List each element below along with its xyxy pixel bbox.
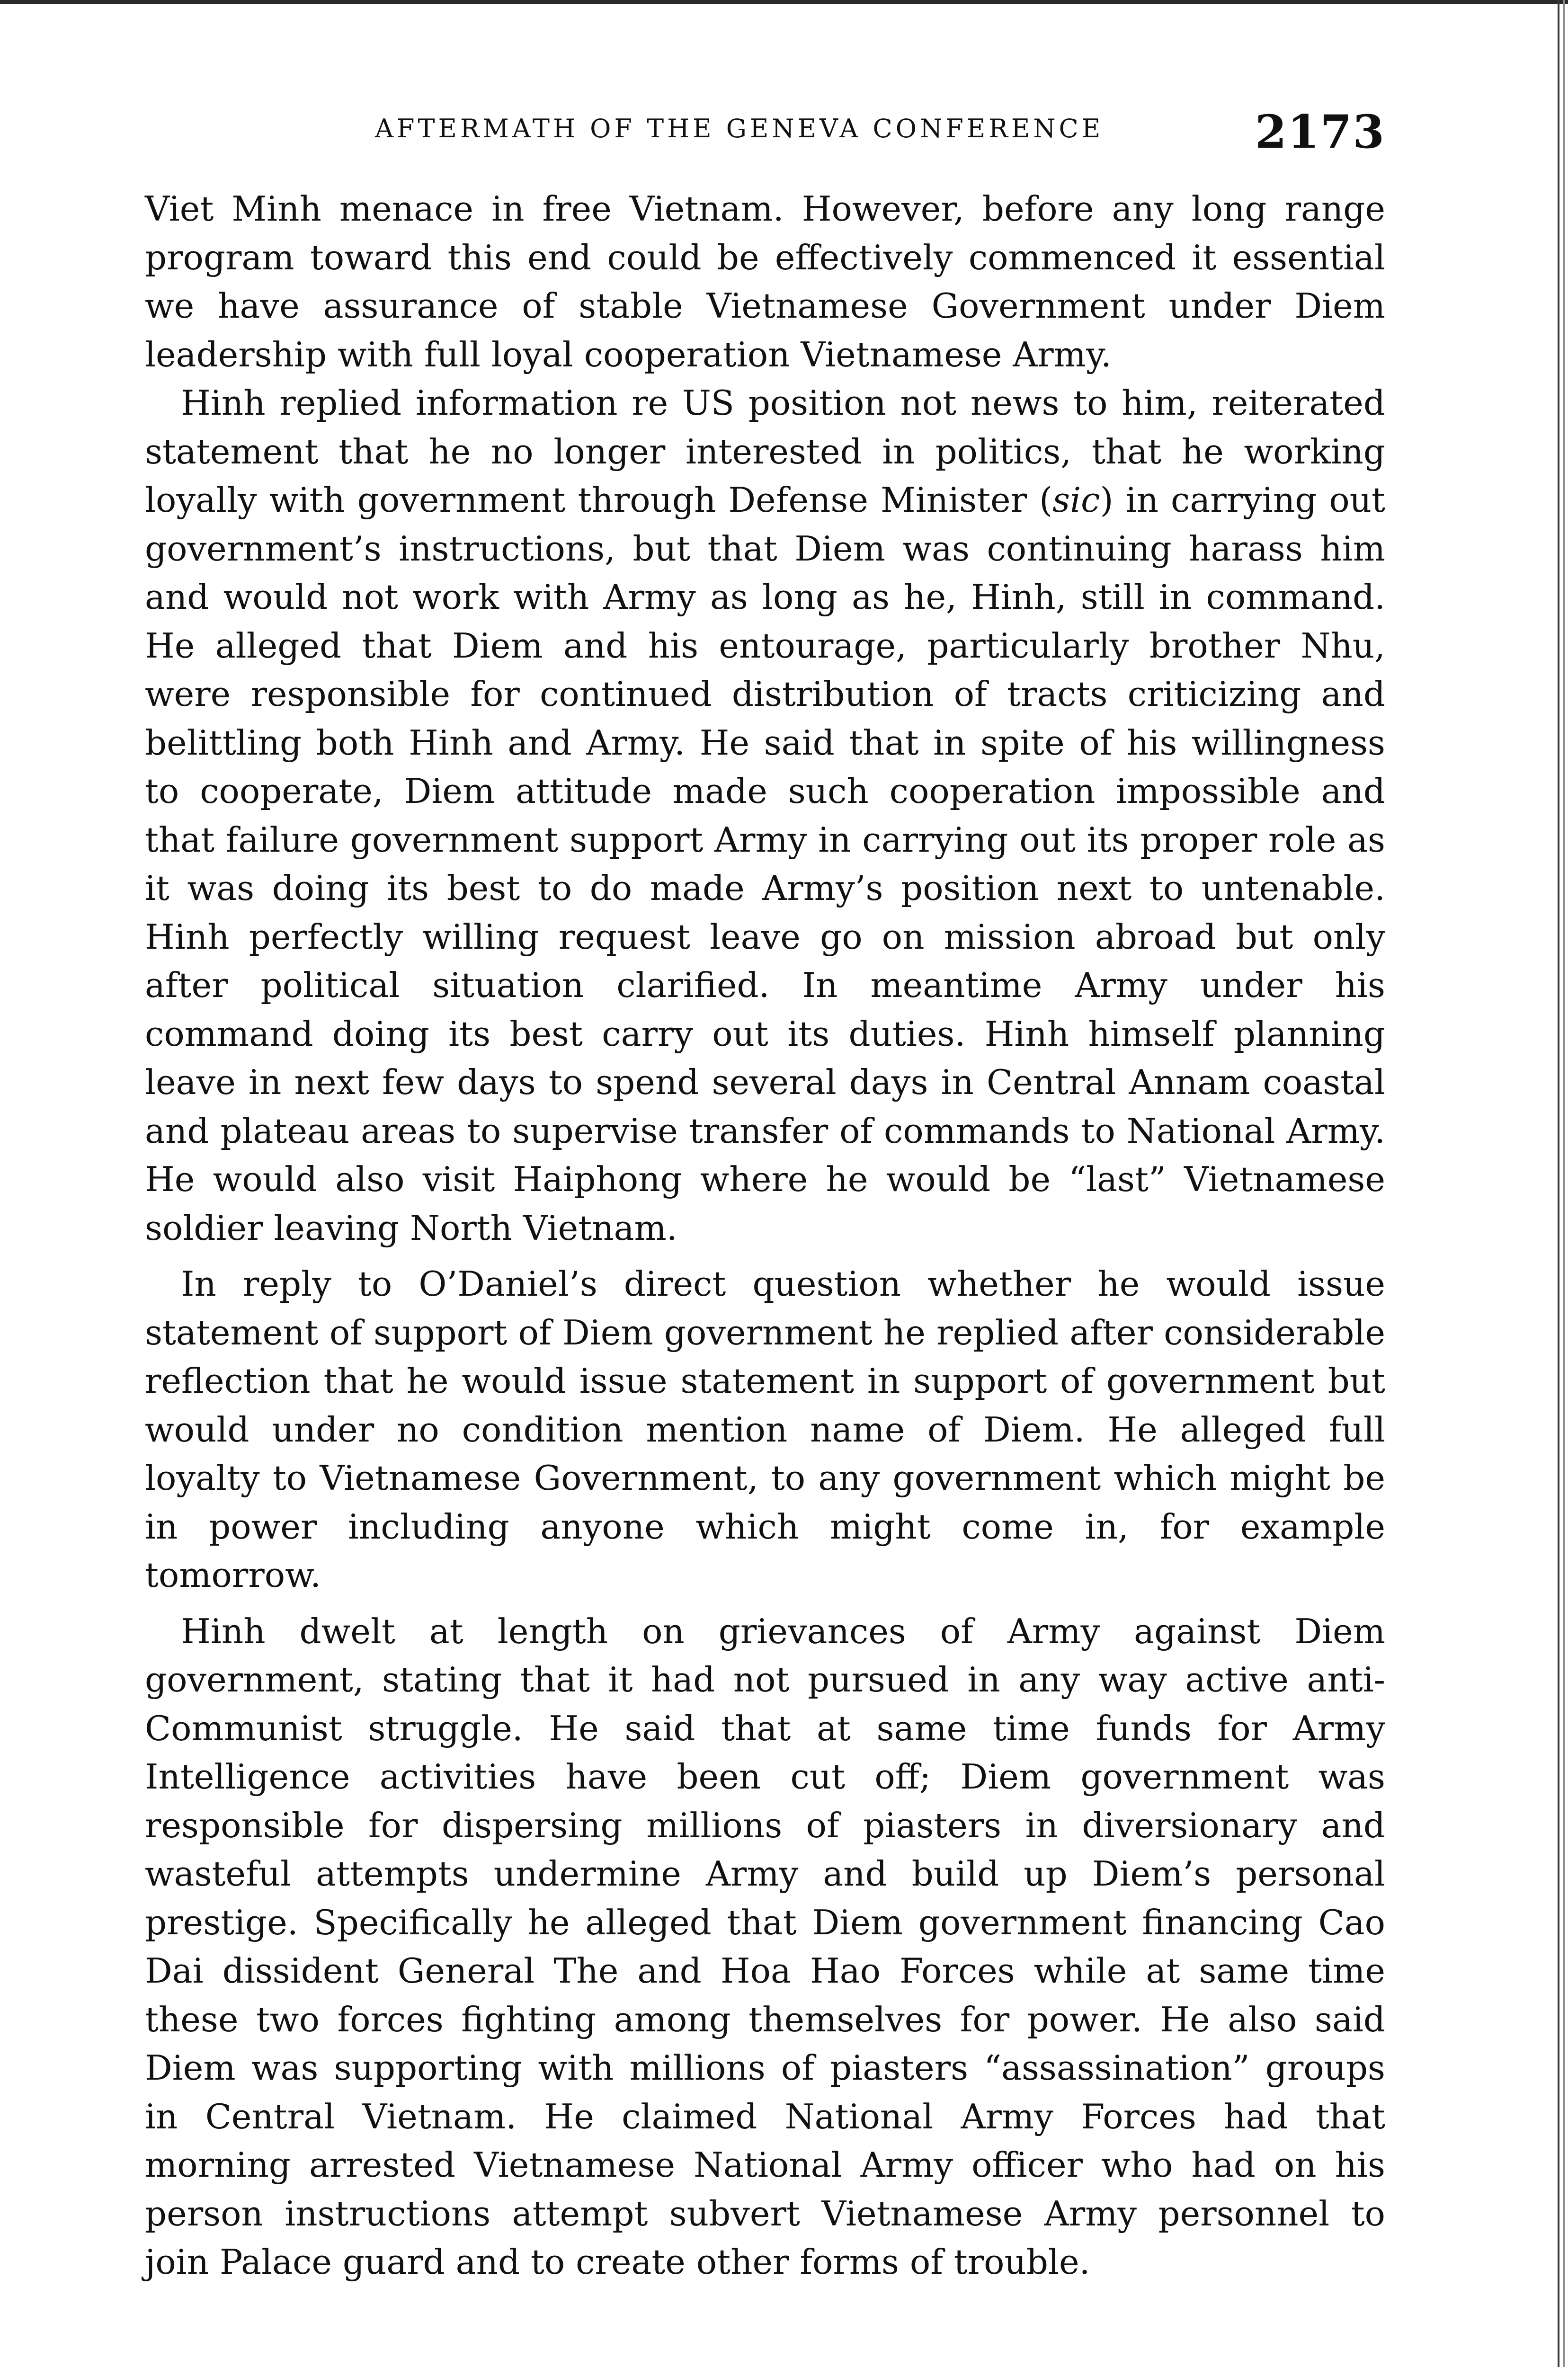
paragraph-1: Viet Minh menace in free Vietnam. However, before any long range program toward this end could be effectively commenced it essential we have assurance of stable Vietnamese Government under Diem leadership with full loyal cooperation Vietnamese Army. [145, 189, 1385, 374]
sic-annotation: sic [1052, 480, 1100, 520]
paragraph-2-text-b: ) in carrying out government’s instructions, but that Diem was continuing harass him and would not work with Army as long as he, Hinh, still in command. He alleged that Diem and his entourage, particularly brother Nhu, were responsible for continued distribution of tracts criticizing and belittling both Hinh and Army. He said that in spite of his willingness to cooperate, Diem attitude made such cooperation impossible and that failure government support Army in carrying out its proper role as it was doing its best to do made Army’s position next to untenable. Hinh perfectly willing request leave go on mission abroad but only after political situation clarified. In meantime Army under his command doing its best carry out its duties. Hinh himself planning leave in next few days to spend several days in Central Annam coastal and plateau areas to supervise transfer of commands to National Army. He would also visit Haiphong where he would be “last” Vietnamese soldier leaving North Vietnam. [145, 480, 1385, 1248]
scan-edge-right [1558, 0, 1559, 2367]
running-title: AFTERMATH OF THE GENEVA CONFERENCE [375, 114, 1104, 143]
scan-edge-top [0, 0, 1568, 4]
scan-edge-right-outer [1563, 0, 1565, 2367]
paragraph-4: Hinh dwelt at length on grievances of Army against Diem government, stating that it had not pursued in any way active anti-Communist struggle. He said that at same time funds for Army Intelligence activities have been cut off; Diem government was responsible for dispersing millions of piasters in diversionary and wasteful attempts undermine Army and build up Diem’s personal prestige. Specifically he alleged that Diem government financing Cao Dai dissident General The and Hoa Hao Forces while at same time these two forces fighting among themselves for power. He also said Diem was supporting with millions of piasters “assassination” groups in Central Vietnam. He claimed National Army Forces had that morning arrested Vietnamese National Army officer who had on his person instructions attempt subvert Vietnamese Army personnel to join Palace guard and to create other forms of trouble. [145, 1611, 1385, 2282]
page-number: 2173 [1255, 105, 1385, 159]
paragraph-2 [145, 379, 1385, 1252]
running-head [145, 105, 1385, 162]
paragraph-2-text-a: Hinh replied information re US position not news to him, reiterated statement that he no longer interested in politics, that he working loyally with government through Defense Minister ( [145, 383, 1385, 520]
body-text [145, 185, 1385, 2287]
paragraph-3: In reply to O’Daniel’s direct question whether he would issue statement of support of Diem government he replied after considerable reflection that he would issue statement in support of government but would under no condition mention name of Diem. He alleged full loyalty to Vietnamese Government, to any government which might be in power including anyone which might come in, for example tomorrow. [145, 1264, 1385, 1595]
